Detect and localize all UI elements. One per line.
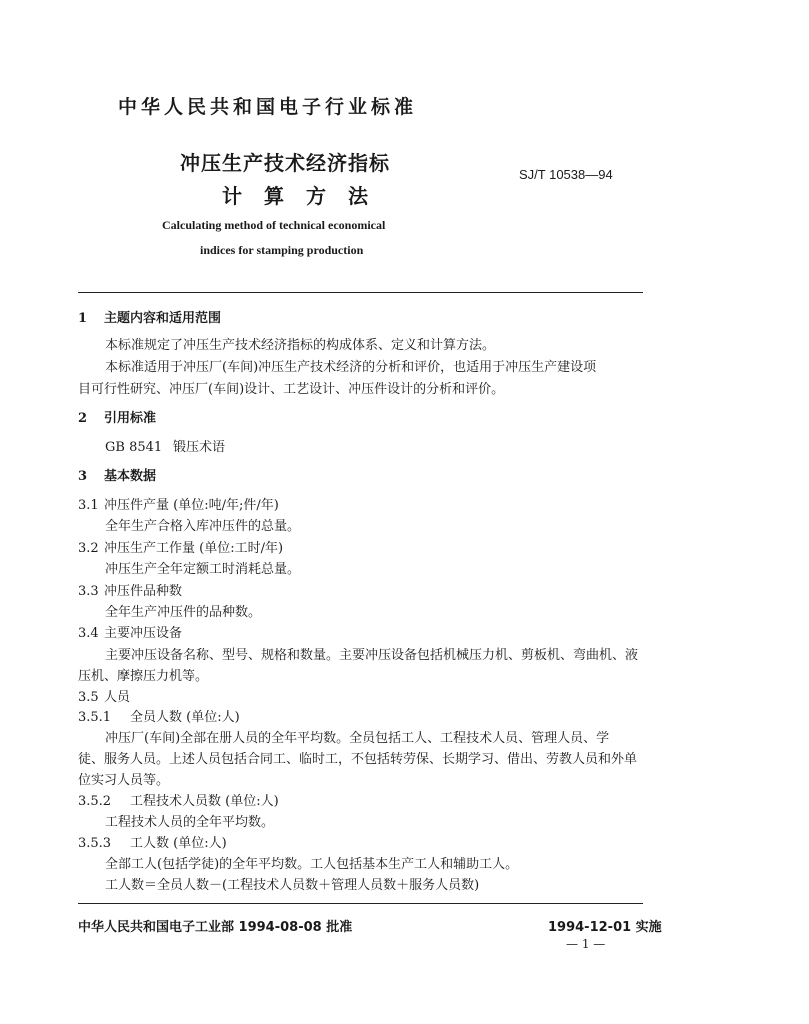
reference-standard	[105, 436, 225, 455]
item-3-5-3-formula: 工人数＝全员人数－(工程技术人员数＋管理人员数＋服务人员数)	[105, 878, 480, 893]
item-3-2-heading: 3.2 冲压生产工作量 (单位:工时/年)	[78, 541, 284, 556]
item-3-4-body-a: 主要冲压设备名称、型号、规格和数量。主要冲压设备包括机械压力机、剪板机、弯曲机、液	[105, 648, 639, 663]
doc-title-line1: 冲压生产技术经济指标	[180, 151, 390, 175]
english-title-line2: indices for stamping production	[200, 243, 364, 257]
item-3-5-heading: 3.5 人员	[78, 690, 131, 705]
item-3-5-1-body-a: 冲压厂(车间)全部在册人员的全年平均数。全员包括工人、工程技术人员、管理人员、学	[105, 731, 610, 746]
bottom-divider	[78, 903, 643, 904]
item-3-4-body-b: 压机、摩擦压力机等。	[78, 669, 209, 684]
item-3-5-1-body-b: 徒、服务人员。上述人员包括合同工、临时工，不包括转劳保、长期学习、借出、劳教人员和外单	[78, 752, 638, 767]
item-3-5-3-heading: 3.5.3 工人数 (单位:人)	[78, 836, 227, 851]
section-1-para-2b: 目可行性研究、冲压厂(车间)设计、工艺设计、冲压件设计的分析和评价。	[78, 382, 505, 397]
page-number: — 1 —	[566, 937, 606, 951]
approval-note: 中华人民共和国电子工业部 1994-08-08 批准	[78, 920, 353, 935]
section-1-para-2a: 本标准适用于冲压厂(车间)冲压生产技术经济的分析和评价，也适用于冲压生产建设项	[105, 360, 597, 375]
item-3-3-heading: 3.3 冲压件品种数	[78, 584, 183, 599]
item-3-5-1-heading: 3.5.1 全员人数 (单位:人)	[78, 710, 240, 725]
effective-date: 1994-12-01 实施	[548, 920, 662, 935]
item-3-5-3-body-a: 全部工人(包括学徒)的全年平均数。工人包括基本生产工人和辅助工人。	[105, 857, 519, 872]
section-2-heading: 2 引用标准	[78, 411, 157, 426]
english-title-line1: Calculating method of technical economical	[162, 218, 386, 232]
item-3-3-body: 全年生产冲压件的品种数。	[105, 605, 262, 620]
top-divider	[78, 292, 643, 293]
item-3-5-2-heading: 3.5.2 工程技术人员数 (单位:人)	[78, 794, 279, 809]
standard-header: 中华人民共和国电子行业标准	[118, 96, 418, 118]
section-1-para-1: 本标准规定了冲压生产技术经济指标的构成体系、定义和计算方法。	[105, 338, 496, 353]
item-3-5-2-body: 工程技术人员的全年平均数。	[105, 815, 275, 830]
item-3-4-heading: 3.4 主要冲压设备	[78, 626, 183, 641]
item-3-1-body: 全年生产合格入库冲压件的总量。	[105, 519, 301, 534]
reference-code: GB 8541	[105, 440, 163, 455]
reference-name: 锻压术语	[173, 440, 226, 455]
section-1-heading: 1 主题内容和适用范围	[78, 311, 222, 326]
item-3-1-heading: 3.1 冲压件产量 (单位:吨/年;件/年)	[78, 498, 279, 513]
doc-title-line2: 计算方法	[222, 184, 390, 208]
section-3-heading: 3 基本数据	[78, 469, 157, 484]
item-3-5-1-body-c: 位实习人员等。	[78, 773, 170, 788]
standard-code: SJ/T 10538—94	[519, 167, 613, 182]
item-3-2-body: 冲压生产全年定额工时消耗总量。	[105, 562, 301, 577]
